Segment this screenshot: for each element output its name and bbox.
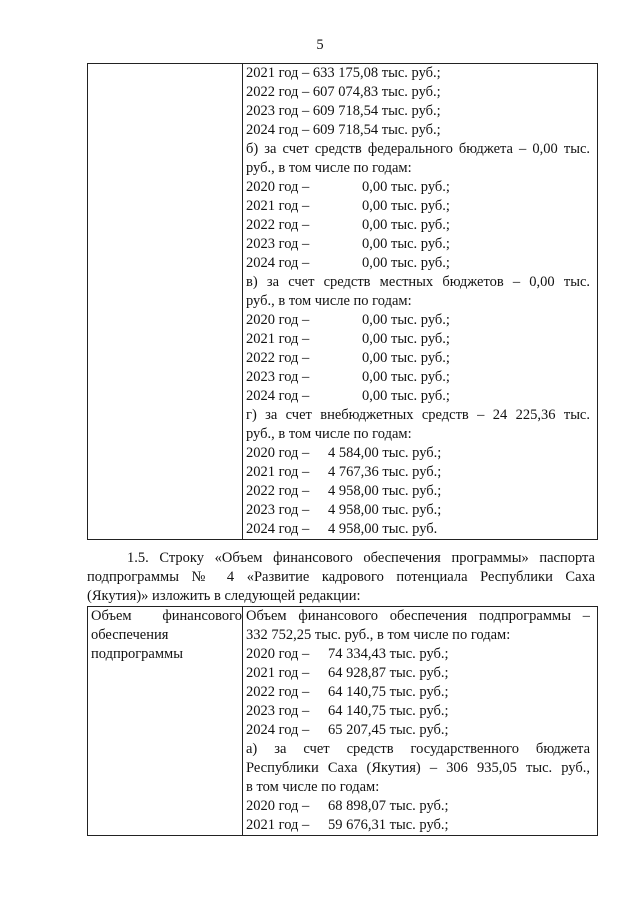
year-label: 2022 год – xyxy=(246,684,310,700)
funding-label-line: подпрограммы xyxy=(91,646,183,662)
local-year-row xyxy=(246,311,590,330)
page-number: 5 xyxy=(316,37,324,53)
year-value: 0,00 тыс. руб.; xyxy=(362,331,450,347)
year-value: 0,00 тыс. руб.; xyxy=(362,236,450,252)
funding-label-line: обеспечения xyxy=(91,627,169,643)
funding-line: 2022 год – 607 074,83 тыс. руб.; xyxy=(246,84,441,100)
year-value: 0,00 тыс. руб.; xyxy=(362,179,450,195)
year-label: 2022 год – xyxy=(246,350,310,366)
year-value: 4 958,00 тыс. руб. xyxy=(328,521,438,537)
year-value: 0,00 тыс. руб.; xyxy=(362,198,450,214)
federal-year-row xyxy=(246,235,590,254)
local-year-row xyxy=(246,330,590,349)
year-label: 2021 год – xyxy=(246,198,310,214)
year-value: 0,00 тыс. руб.; xyxy=(362,312,450,328)
paragraph-line: 1.5. Строку «Объем финансового обеспечения программы» паспорта xyxy=(127,550,595,566)
total-year-row xyxy=(246,721,590,740)
paragraph-line: подпрограммы № 4 «Развитие кадрового потенциала Республики Саха xyxy=(87,569,595,585)
state-budget-heading-cont: Республики Саха (Якутия) – 306 935,05 тыс. руб., xyxy=(246,760,590,776)
total-year-row xyxy=(246,683,590,702)
year-value: 64 140,75 тыс. руб.; xyxy=(328,684,449,700)
year-label: 2024 год – xyxy=(246,255,310,271)
federal-year-row xyxy=(246,178,590,197)
table1-left-cell xyxy=(88,64,243,540)
funding-label-line: Объем финансового xyxy=(91,608,242,624)
federal-year-row xyxy=(246,197,590,216)
year-value: 0,00 тыс. руб.; xyxy=(362,388,450,404)
funding-line: 2021 год – 633 175,08 тыс. руб.; xyxy=(246,65,441,81)
year-value: 4 958,00 тыс. руб.; xyxy=(328,502,442,518)
total-funding-heading-cont: 332 752,25 тыс. руб., в том числе по годам: xyxy=(246,627,511,643)
year-label: 2020 год – xyxy=(246,445,310,461)
year-label: 2021 год – xyxy=(246,331,310,347)
amendment-paragraph xyxy=(87,549,595,606)
subprogram-funding-table xyxy=(87,606,598,836)
year-label: 2023 год – xyxy=(246,369,310,385)
federal-budget-heading: б) за счет средств федерального бюджета – 0,00 тыс. xyxy=(246,141,590,157)
federal-year-row xyxy=(246,254,590,273)
year-label: 2020 год – xyxy=(246,179,310,195)
year-value: 0,00 тыс. руб.; xyxy=(362,369,450,385)
total-funding-heading: Объем финансового обеспечения подпрограммы – xyxy=(246,608,590,624)
total-year-row xyxy=(246,664,590,683)
state-year-row xyxy=(246,797,590,816)
year-value: 0,00 тыс. руб.; xyxy=(362,255,450,271)
year-value: 64 140,75 тыс. руб.; xyxy=(328,703,449,719)
year-label: 2021 год – xyxy=(246,464,310,480)
funding-line: 2024 год – 609 718,54 тыс. руб.; xyxy=(246,122,441,138)
year-label: 2022 год – xyxy=(246,483,310,499)
funding-value-cell xyxy=(243,607,598,836)
extrabudgetary-year-row xyxy=(246,444,590,463)
year-label: 2024 год – xyxy=(246,388,310,404)
state-year-row xyxy=(246,816,590,835)
year-value: 65 207,45 тыс. руб.; xyxy=(328,722,449,738)
local-year-row xyxy=(246,349,590,368)
year-value: 68 898,07 тыс. руб.; xyxy=(328,798,449,814)
year-label: 2021 год – xyxy=(246,665,310,681)
total-year-row xyxy=(246,645,590,664)
state-budget-heading: а) за счет средств государственного бюджета xyxy=(246,741,590,757)
year-value: 4 584,00 тыс. руб.; xyxy=(328,445,442,461)
funding-table-continued xyxy=(87,63,598,540)
year-label: 2021 год – xyxy=(246,817,310,833)
paragraph-line: (Якутия)» изложить в следующей редакции: xyxy=(87,588,361,604)
year-label: 2020 год – xyxy=(246,798,310,814)
federal-budget-heading-cont: руб., в том числе по годам: xyxy=(246,160,412,176)
federal-year-row xyxy=(246,216,590,235)
year-label: 2020 год – xyxy=(246,646,310,662)
funding-line: 2023 год – 609 718,54 тыс. руб.; xyxy=(246,103,441,119)
extrabudgetary-heading: г) за счет внебюджетных средств – 24 225,36 тыс. xyxy=(246,407,590,423)
year-label: 2024 год – xyxy=(246,521,310,537)
year-label: 2023 год – xyxy=(246,502,310,518)
local-budget-heading: в) за счет средств местных бюджетов – 0,00 тыс. xyxy=(246,274,590,290)
state-budget-heading-cont: в том числе по годам: xyxy=(246,779,380,795)
year-value: 59 676,31 тыс. руб.; xyxy=(328,817,449,833)
local-year-row xyxy=(246,387,590,406)
year-label: 2023 год – xyxy=(246,703,310,719)
extrabudgetary-year-row xyxy=(246,520,590,539)
local-year-row xyxy=(246,368,590,387)
total-year-row xyxy=(246,702,590,721)
extrabudgetary-heading-cont: руб., в том числе по годам: xyxy=(246,426,412,442)
table1-right-cell xyxy=(243,64,598,540)
extrabudgetary-year-row xyxy=(246,482,590,501)
year-value: 4 767,36 тыс. руб.; xyxy=(328,464,442,480)
year-value: 64 928,87 тыс. руб.; xyxy=(328,665,449,681)
year-value: 0,00 тыс. руб.; xyxy=(362,350,450,366)
year-label: 2023 год – xyxy=(246,236,310,252)
year-value: 4 958,00 тыс. руб.; xyxy=(328,483,442,499)
year-value: 74 334,43 тыс. руб.; xyxy=(328,646,449,662)
extrabudgetary-year-row xyxy=(246,501,590,520)
year-label: 2020 год – xyxy=(246,312,310,328)
extrabudgetary-year-row xyxy=(246,463,590,482)
funding-label-cell xyxy=(88,607,243,836)
year-label: 2024 год – xyxy=(246,722,310,738)
year-value: 0,00 тыс. руб.; xyxy=(362,217,450,233)
year-label: 2022 год – xyxy=(246,217,310,233)
local-budget-heading-cont: руб., в том числе по годам: xyxy=(246,293,412,309)
